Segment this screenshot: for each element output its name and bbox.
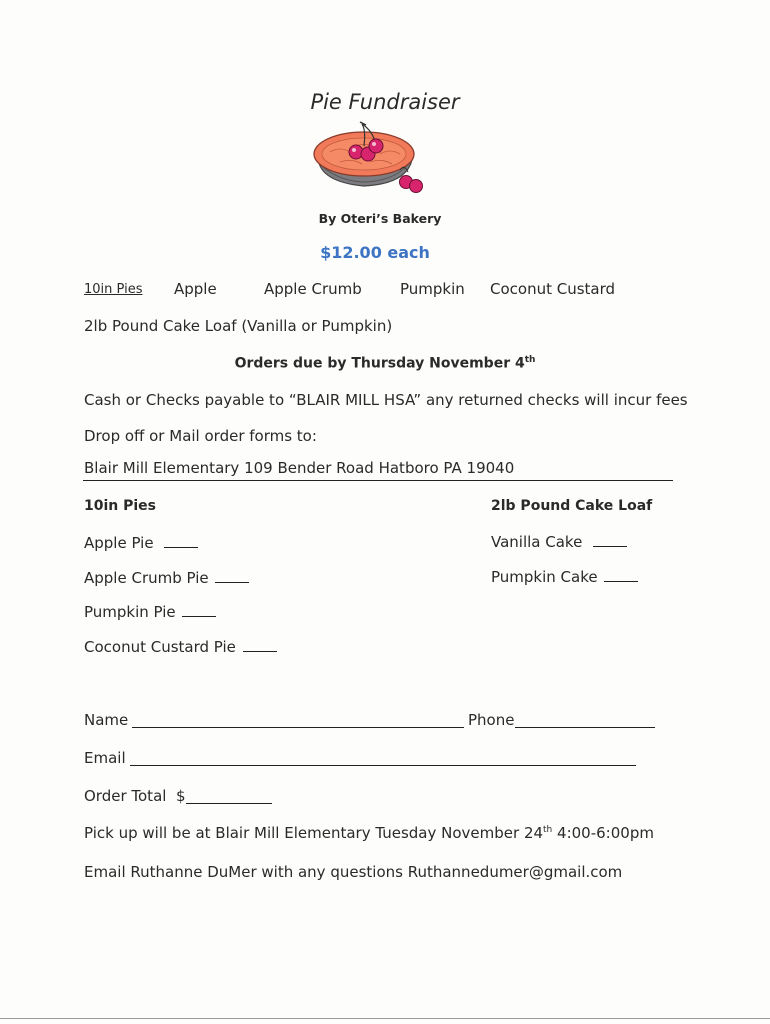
cake-line: 2lb Pound Cake Loaf (Vanilla or Pumpkin) — [84, 317, 393, 335]
page-title: Pie Fundraiser — [310, 90, 460, 114]
apple-pie-row — [84, 534, 198, 552]
email-label: Email — [84, 749, 126, 767]
order-total-label: Order Total — [84, 787, 167, 805]
vanilla-cake-qty-field[interactable] — [593, 546, 627, 547]
cake-heading: 2lb Pound Cake Loaf — [491, 498, 653, 514]
flavor-pumpkin: Pumpkin — [400, 280, 465, 298]
vanilla-cake-label: Vanilla Cake — [491, 533, 583, 551]
bakery-byline: By Oteri’s Bakery — [318, 211, 442, 226]
price-label: $12.00 each — [320, 243, 430, 262]
apple-crumb-pie-row — [84, 569, 249, 587]
dropoff-instructions: Drop off or Mail order forms to: — [84, 427, 317, 445]
order-total-field[interactable] — [186, 803, 272, 804]
pie-illustration-icon — [300, 116, 430, 198]
pumpkin-cake-label: Pumpkin Cake — [491, 568, 598, 586]
school-address: Blair Mill Elementary 109 Bender Road Hatboro PA 19040 — [84, 459, 515, 477]
pumpkin-pie-qty-field[interactable] — [182, 616, 216, 617]
pumpkin-pie-row — [84, 603, 216, 621]
pickup-info — [84, 824, 654, 842]
currency-symbol: $ — [176, 787, 186, 805]
apple-pie-label: Apple Pie — [84, 534, 154, 552]
pumpkin-cake-row — [491, 568, 638, 586]
apple-pie-qty-field[interactable] — [164, 547, 198, 548]
phone-label: Phone — [468, 711, 515, 729]
divider — [83, 480, 673, 481]
apple-crumb-pie-label: Apple Crumb Pie — [84, 569, 209, 587]
flavor-apple-crumb: Apple Crumb — [264, 280, 362, 298]
pumpkin-cake-qty-field[interactable] — [604, 581, 638, 582]
name-label: Name — [84, 711, 129, 729]
payment-instructions: Cash or Checks payable to “BLAIR MILL HSA” any returned checks will incur fees — [84, 391, 688, 409]
pickup-time: 4:00-6:00pm — [552, 824, 654, 842]
vanilla-cake-row — [491, 533, 627, 551]
orders-due-line — [0, 355, 770, 372]
apple-crumb-pie-qty-field[interactable] — [215, 582, 249, 583]
pickup-sup: th — [543, 825, 553, 835]
flavor-coconut-custard: Coconut Custard — [490, 280, 616, 298]
pies-size-label: 10in Pies — [84, 282, 143, 297]
questions-contact: Email Ruthanne DuMer with any questions Ruthannedumer@gmail.com — [84, 863, 623, 881]
page-edge-line — [0, 1018, 770, 1019]
pumpkin-pie-label: Pumpkin Pie — [84, 603, 176, 621]
email-field[interactable] — [130, 765, 636, 766]
orders-due-text: Orders due by Thursday November 4 — [234, 355, 525, 372]
orders-due-sup: th — [524, 355, 536, 365]
pies-heading: 10in Pies — [84, 498, 157, 514]
phone-field[interactable] — [515, 727, 655, 728]
coconut-custard-pie-qty-field[interactable] — [243, 651, 277, 652]
coconut-custard-pie-row — [84, 638, 277, 656]
name-field[interactable] — [132, 727, 464, 728]
flavor-apple: Apple — [174, 280, 217, 298]
coconut-custard-pie-label: Coconut Custard Pie — [84, 638, 236, 656]
pickup-text: Pick up will be at Blair Mill Elementary Tuesday November 24 — [84, 824, 544, 842]
